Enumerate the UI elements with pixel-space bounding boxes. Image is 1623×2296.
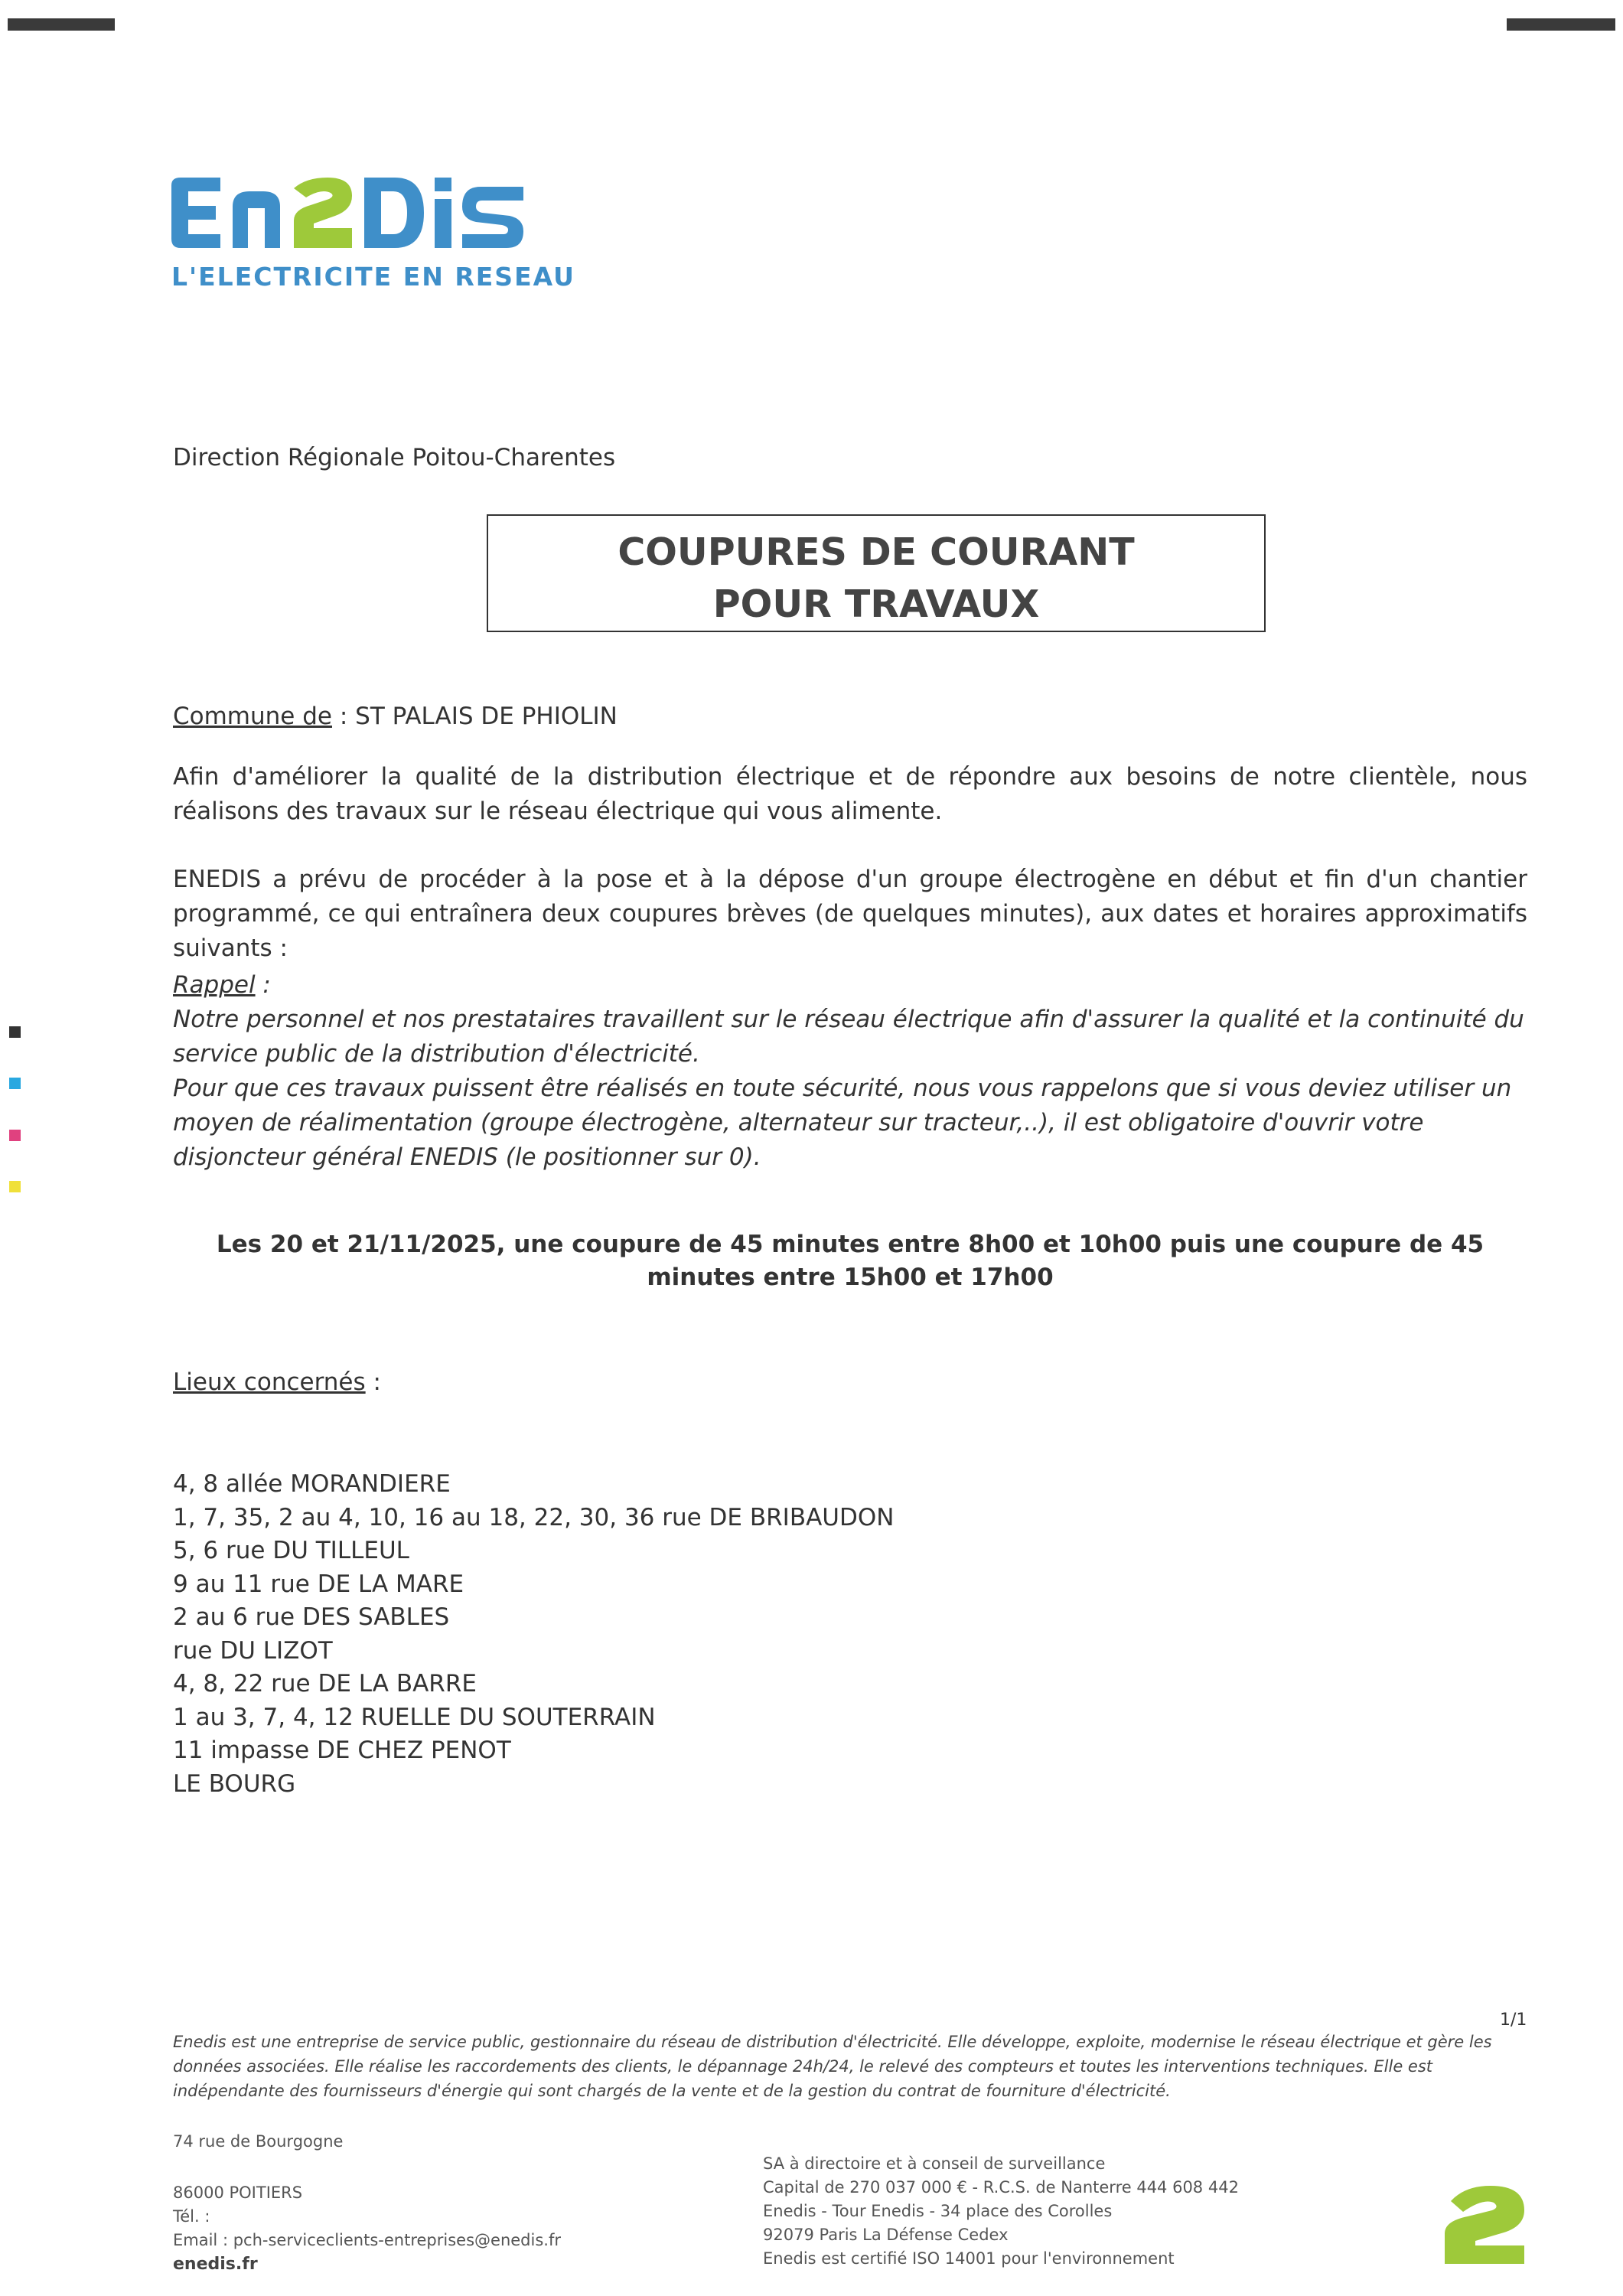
- address-street: 74 rue de Bourgogne: [173, 2132, 344, 2151]
- locations-label: Lieux concernés: [173, 1368, 366, 1396]
- commune-label: Commune de: [173, 703, 332, 730]
- location-item: 5, 6 rue DU TILLEUL: [173, 1537, 409, 1564]
- address-city: 86000 POITIERS: [173, 2183, 303, 2202]
- location-item: 9 au 11 rue DE LA MARE: [173, 1570, 464, 1598]
- location-item: rue DU LIZOT: [173, 1636, 333, 1665]
- location-item: LE BOURG: [173, 1769, 296, 1798]
- address-block: [173, 2181, 561, 2276]
- address-phone: Tél. :: [173, 2207, 210, 2226]
- rappel-colon: :: [255, 971, 271, 999]
- location-item: 2 au 6 rue DES SABLES: [173, 1603, 450, 1631]
- outage-schedule: Les 20 et 21/11/2025, une coupure de 45 minutes entre 8h00 et 10h00 puis une coupure de 45 minutes entre 15h00 et 17h00: [216, 1231, 1484, 1291]
- locations-list: [173, 1468, 894, 1801]
- location-item: 1, 7, 35, 2 au 4, 10, 16 au 18, 22, 30, 36 rue DE BRIBAUDON: [173, 1503, 895, 1531]
- intro-paragraph: Afin d'améliorer la qualité de la distribution électrique et de répondre aux besoins de notre clientèle, nous réalisons des travaux sur le réseau électrique qui vous alimente.: [173, 763, 1527, 825]
- location-item: 4, 8, 22 rue DE LA BARRE: [173, 1670, 477, 1698]
- address-email[interactable]: Email : pch-serviceclients-entreprises@enedis.fr: [173, 2231, 561, 2249]
- rappel-text-1: Notre personnel et nos prestataires travaillent sur le réseau électrique afin d'assurer la qualité et la continuité du service public de la distribution d'électricité.: [173, 1006, 1524, 1068]
- commune-line: [173, 703, 618, 730]
- corporate-info: [763, 2152, 1239, 2271]
- legal-notice: Enedis est une entreprise de service public, gestionnaire du réseau de distribution d'électricité. Elle développe, exploite, modernise le réseau électrique et gère les données associées. Elle réalise les raccordements des clients, le dépannage 24h/24, le relevé des compteurs et toutes les interventions techniques. Elle est indépendante des fournisseurs d'énergie qui sont chargés de la vente et de la gestion du contrat de fourniture d'électricité.: [173, 2033, 1492, 2100]
- logo-tagline: L'ELECTRICITE EN RESEAU: [171, 262, 575, 292]
- website-link[interactable]: enedis.fr: [173, 2255, 258, 2274]
- rappel-text-2: Pour que ces travaux puissent être réalisés en toute sécurité, nous vous rappelons que si vous deviez utiliser un moyen de réalimentation (groupe électrogène, alternateur sur tracteur,..), il est obligatoire d'ouvrir votre disjoncteur général ENEDIS (le positionner sur 0).: [173, 1075, 1512, 1171]
- title-line-1: COUPURES DE COURANT: [618, 530, 1135, 574]
- generator-paragraph: ENEDIS a prévu de procéder à la pose et à la dépose d'un groupe électrogène en début et fin d'un chantier programmé, ce qui entraînera deux coupures brèves (de quelques minutes), aux dates et horaires approximatifs suivants :: [173, 866, 1527, 962]
- scan-mark-left: [8, 18, 115, 31]
- location-item: 11 impasse DE CHEZ PENOT: [173, 1737, 511, 1764]
- location-item: 4, 8 allée MORANDIERE: [173, 1470, 451, 1498]
- rappel-title: Rappel: [173, 971, 256, 999]
- corp-line: 92079 Paris La Défense Cedex: [763, 2226, 1009, 2244]
- enedis-symbol-icon: [1445, 2186, 1526, 2264]
- scan-mark-right: [1507, 18, 1615, 31]
- locations-colon: :: [365, 1368, 381, 1396]
- page-number: 1/1: [1500, 2011, 1527, 2030]
- corp-line: Enedis est certifié ISO 14001 pour l'environnement: [763, 2249, 1175, 2268]
- commune-value: : ST PALAIS DE PHIOLIN: [331, 703, 618, 730]
- color-mark-black: [9, 1026, 21, 1038]
- color-mark-cyan: [9, 1078, 21, 1089]
- locations-heading: [173, 1368, 381, 1396]
- location-item: 1 au 3, 7, 4, 12 RUELLE DU SOUTERRAIN: [173, 1703, 656, 1731]
- title-line-2: POUR TRAVAUX: [712, 582, 1040, 626]
- corp-line: Enedis - Tour Enedis - 34 place des Corolles: [763, 2202, 1113, 2220]
- corp-line: SA à directoire et à conseil de surveillance: [763, 2154, 1106, 2173]
- enedis-wordmark-icon: [171, 178, 523, 248]
- regional-direction: Direction Régionale Poitou-Charentes: [173, 444, 616, 471]
- corp-line: Capital de 270 037 000 € - R.C.S. de Nanterre 444 608 442: [763, 2178, 1239, 2197]
- rappel-section: [173, 968, 1527, 1175]
- color-mark-yellow: [9, 1181, 21, 1192]
- notice-title-box: [487, 514, 1266, 632]
- enedis-logo: [171, 178, 575, 292]
- color-mark-magenta: [9, 1130, 21, 1141]
